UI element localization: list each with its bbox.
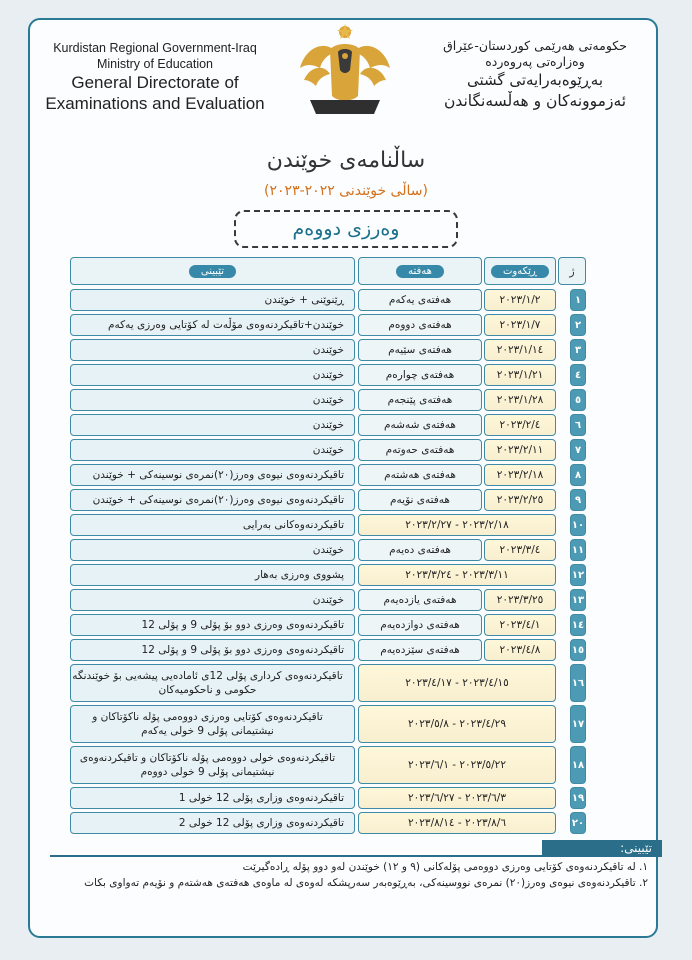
row-number (570, 705, 586, 743)
row-week-text: هەفتەی سێیەم (388, 344, 452, 356)
row-number-text: ١٧ (571, 718, 585, 730)
row-week-text: هەفتەی سێزدەیەم (380, 644, 460, 656)
row-number-text: ١٨ (571, 759, 585, 771)
row-number-text: ١٢ (571, 569, 585, 581)
row-date-text: ٢٠٢٣/١/٧ (499, 319, 541, 331)
row-week (358, 439, 482, 461)
row-date-range-text: ٢٠٢٣/٦/٣ - ٢٠٢٣/٦/٢٧ (408, 792, 506, 804)
row-number-text: ١٤ (571, 619, 585, 631)
row-date (484, 464, 556, 486)
row-week-text: هەفتەی شەشەم (384, 419, 456, 431)
row-number (570, 289, 586, 311)
row-note-text: خوێندن+تاقیکردنەوەی مۆڵەت لە کۆتایی وەرزی یەکەم (107, 319, 344, 331)
semester-badge (234, 210, 458, 248)
header-notes (70, 257, 355, 285)
row-note-text: تاقیکردنەوەی وزاری پۆلی 12 خولی 1 (178, 792, 344, 804)
row-number (570, 439, 586, 461)
row-number-text: ٢٠ (571, 817, 585, 829)
row-date-text: ٢٠٢٣/٢/٤ (499, 419, 541, 431)
row-week-text: هەفتەی چوارەم (385, 369, 455, 381)
header-num (558, 257, 586, 285)
org-line-1: Kurdistan Regional Government-Iraq (53, 41, 257, 55)
row-note-text: تاقیکردنەوەی وەرزی دوو بۆ پۆلی 9 و پۆلی 12 (141, 619, 344, 631)
org-line-ku-4: ئەزموونەکان و هەڵسەنگاندن (443, 92, 627, 110)
row-date-range-text: ٢٠٢٣/٨/٦ - ٢٠٢٣/٨/١٤ (408, 817, 506, 829)
org-line-4: Examinations and Evaluation (45, 94, 265, 113)
row-note-text: خوێندن (312, 444, 344, 456)
row-date-text: ٢٠٢٣/١/٢ (499, 294, 541, 306)
row-date (484, 289, 556, 311)
row-number (570, 812, 586, 834)
row-note (70, 787, 355, 809)
row-note (70, 705, 355, 743)
row-note (70, 812, 355, 834)
krg-seal-icon (292, 22, 398, 120)
row-week (358, 464, 482, 486)
row-note (70, 314, 355, 336)
row-date (484, 364, 556, 386)
row-date-range-text: ٢٠٢٣/٤/٢٩ - ٢٠٢٣/٥/٨ (408, 718, 506, 730)
row-number (570, 414, 586, 436)
row-date-text: ٢٠٢٣/٣/٤ (499, 544, 541, 556)
row-date-text: ٢٠٢٣/١/١٤ (496, 344, 544, 356)
row-number-text: ٧ (574, 444, 582, 456)
header-kurdish (410, 38, 660, 112)
row-note-text: تاقیکردنەوەی کرداری پۆلی 12ی ئامادەیی پیشەیی بۆ خوێندنگە حکومی و ناحکومیەکان (72, 670, 343, 696)
row-week (358, 364, 482, 386)
row-note (70, 664, 355, 702)
row-date-range (358, 787, 556, 809)
row-date (484, 414, 556, 436)
row-week (358, 339, 482, 361)
row-note-text: ڕێنوێنی + خوێندن (264, 294, 344, 306)
notes-title: تێبینی: (620, 841, 652, 855)
org-line-ku-1: حکومەتی هەرێمی کوردستان-عێراق (443, 38, 627, 53)
row-week (358, 389, 482, 411)
header-date-label: ڕێکەوت (491, 265, 549, 278)
row-date-range (358, 664, 556, 702)
row-week (358, 314, 482, 336)
row-number (570, 389, 586, 411)
row-note-text: خوێندن (312, 594, 344, 606)
row-week-text: هەفتەی یازدەیەم (383, 594, 457, 606)
note-item: ٢. تاقیکردنەوەی نیوەی وەرز(٢٠) نمرەی نووسینەکی، بەڕێوەبەر سەرپشکە لەوەی لە ماوەی هەفتەی هەشتەم و نۆیەم تەواوی بکات (84, 877, 648, 889)
org-line-3: General Directorate of (71, 73, 239, 92)
row-week (358, 614, 482, 636)
row-note-text: تاقیکردنەوەکانی بەرایی (242, 519, 344, 531)
row-week-text: هەفتەی حەوتەم (385, 444, 455, 456)
row-week (358, 414, 482, 436)
row-date-range (358, 564, 556, 586)
header-week (358, 257, 482, 285)
row-week-text: هەفتەی پێنجەم (387, 394, 453, 406)
row-number-text: ٦ (574, 419, 582, 431)
notes-divider (50, 855, 662, 857)
row-number (570, 489, 586, 511)
header-week-label: هەفتە (396, 265, 444, 278)
row-date (484, 439, 556, 461)
row-date-range-text: ٢٠٢٣/٥/٢٢ - ٢٠٢٣/٦/١ (408, 759, 506, 771)
row-note (70, 564, 355, 586)
header-english (30, 40, 280, 114)
row-note-text: تاقیکردنەوەی نیوەی وەرز(٢٠)نمرەی نوسینەکی + خوێندن (92, 469, 344, 481)
row-number-text: ١٩ (571, 792, 585, 804)
row-number-text: ١ (574, 294, 582, 306)
row-note (70, 614, 355, 636)
row-date-text: ٢٠٢٣/١/٢١ (496, 369, 544, 381)
row-date-text: ٢٠٢٣/٤/٨ (499, 644, 541, 656)
note-item: ١. لە تاقیکردنەوەی کۆتایی وەرزی دووەمی پۆلەکانی (٩ و ١٢) خوێندن لەو دوو پۆلە ڕادەگیرێت (242, 861, 648, 873)
row-date-text: ٢٠٢٣/٣/٢٥ (496, 594, 544, 606)
row-date (484, 489, 556, 511)
row-date-text: ٢٠٢٣/٢/١٨ (496, 469, 544, 481)
row-date-range-text: ٢٠٢٣/٣/١١ - ٢٠٢٣/٣/٢٤ (405, 569, 509, 581)
header-num-label: ژ (569, 264, 575, 278)
row-note (70, 489, 355, 511)
row-date (484, 639, 556, 661)
row-number-text: ١١ (571, 544, 585, 556)
row-number (570, 746, 586, 784)
row-number (570, 639, 586, 661)
row-number-text: ١٠ (571, 519, 585, 531)
row-note-text: خوێندن (312, 344, 344, 356)
row-note-text: تاقیکردنەوەی خولی دووەمی پۆلە ناکۆتاکان و تاقیکردنەوەی نیشتیمانی پۆلی 9 خولی دووەم (79, 752, 336, 778)
row-date-text: ٢٠٢٣/٢/١١ (496, 444, 544, 456)
row-week-text: هەفتەی دەیەم (389, 544, 451, 556)
row-date-range (358, 514, 556, 536)
row-date (484, 589, 556, 611)
row-date-range (358, 746, 556, 784)
row-note-text: تاقیکردنەوەی نیوەی وەرز(٢٠)نمرەی نوسینەکی + خوێندن (92, 494, 344, 506)
row-number (570, 339, 586, 361)
row-week-text: هەفتەی دووەم (388, 319, 452, 331)
row-week-text: هەفتەی هەشتەم (384, 469, 456, 481)
org-line-ku-3: بەڕێوەبەرایەتی گشتی (467, 71, 603, 89)
row-number (570, 314, 586, 336)
row-number (570, 614, 586, 636)
row-note (70, 514, 355, 536)
row-date-range-text: ٢٠٢٣/٤/١٥ - ٢٠٢٣/٤/١٧ (405, 677, 509, 689)
row-note (70, 364, 355, 386)
row-number (570, 787, 586, 809)
header-date (484, 257, 556, 285)
academic-year: (ساڵی خوێندنی ٢٠٢٢-٢٠٢٣) (264, 183, 428, 199)
row-number (570, 464, 586, 486)
row-number (570, 364, 586, 386)
row-note (70, 289, 355, 311)
row-date-range (358, 705, 556, 743)
semester-label: وەرزی دووەم (292, 218, 400, 240)
row-number (570, 589, 586, 611)
row-date (484, 314, 556, 336)
row-date-range (358, 812, 556, 834)
row-week (358, 489, 482, 511)
row-week-text: هەفتەی دوازدەیەم (380, 619, 460, 631)
row-number-text: ٢ (574, 319, 582, 331)
header-notes-label: تێبینی (189, 265, 236, 278)
org-line-ku-2: وەزارەتی پەروەردە (485, 54, 585, 69)
row-note-text: تاقیکردنەوەی وزاری پۆلی 12 خولی 2 (178, 817, 344, 829)
row-note-text: خوێندن (312, 419, 344, 431)
row-number (570, 664, 586, 702)
row-date (484, 389, 556, 411)
row-note (70, 746, 355, 784)
row-date-text: ٢٠٢٣/١/٢٨ (496, 394, 544, 406)
row-note (70, 389, 355, 411)
row-note-text: خوێندن (312, 544, 344, 556)
row-week-text: هەفتەی نۆیەم (390, 494, 450, 506)
row-number-text: ١٥ (571, 644, 585, 656)
row-date-range-text: ٢٠٢٣/٢/١٨ - ٢٠٢٣/٢/٢٧ (405, 519, 509, 531)
row-note-text: خوێندن (312, 394, 344, 406)
row-date-text: ٢٠٢٣/٤/١ (499, 619, 541, 631)
row-note-text: پشووی وەرزی بەهار (255, 569, 344, 581)
org-line-2: Ministry of Education (96, 57, 214, 71)
row-week-text: هەفتەی یەکەم (388, 294, 452, 306)
row-number (570, 539, 586, 561)
row-note-text: خوێندن (312, 369, 344, 381)
row-note (70, 414, 355, 436)
row-date (484, 614, 556, 636)
row-number-text: ٥ (574, 394, 582, 406)
row-note (70, 339, 355, 361)
row-date-text: ٢٠٢٣/٢/٢٥ (496, 494, 544, 506)
row-number-text: ١٦ (571, 677, 585, 689)
row-note (70, 539, 355, 561)
row-note-text: تاقیکردنەوەی کۆتایی وەرزی دووەمی پۆلە ناکۆتاکان و نیشتیمانی پۆلی 9 خولی یەکەم (92, 711, 323, 737)
row-number-text: ٣ (574, 344, 582, 356)
row-note (70, 464, 355, 486)
row-week (358, 589, 482, 611)
row-number-text: ٤ (574, 369, 582, 381)
row-week (358, 289, 482, 311)
page-title: ساڵنامەی خوێندن (266, 148, 426, 173)
row-number (570, 514, 586, 536)
row-number-text: ٩ (574, 494, 582, 506)
row-date (484, 339, 556, 361)
row-note (70, 439, 355, 461)
row-week (358, 539, 482, 561)
row-number-text: ٨ (574, 469, 582, 481)
row-date (484, 539, 556, 561)
row-note-text: تاقیکردنەوەی وەرزی دوو بۆ پۆلی 9 و پۆلی 12 (141, 644, 344, 656)
row-number-text: ١٣ (571, 594, 585, 606)
row-note (70, 589, 355, 611)
row-week (358, 639, 482, 661)
row-number (570, 564, 586, 586)
row-note (70, 639, 355, 661)
